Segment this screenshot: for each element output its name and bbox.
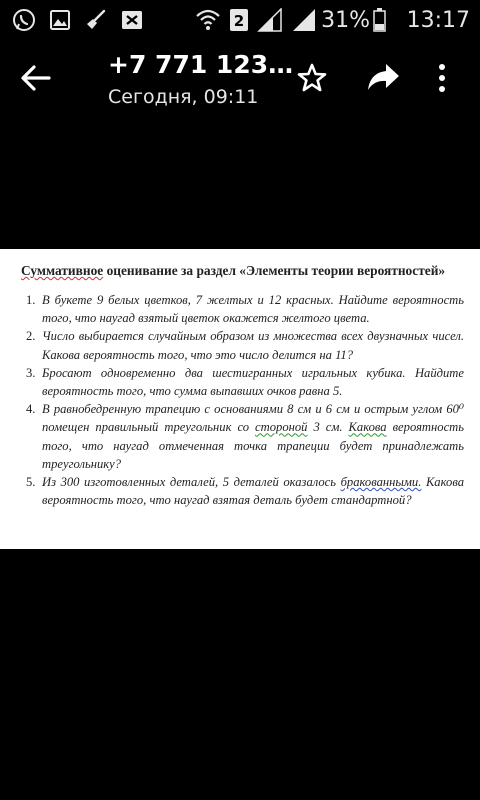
contact-name: +7 771 123… (108, 50, 294, 79)
item-text-part: бракованными. (340, 475, 422, 490)
clock: 13:17 (406, 8, 470, 33)
wifi-icon (195, 6, 221, 32)
signal-icon (291, 8, 317, 32)
message-timestamp: Сегодня, 09:11 (108, 86, 259, 108)
item-number: 2. (26, 329, 36, 344)
document-image[interactable] (0, 249, 480, 549)
more-options-icon[interactable] (436, 62, 448, 94)
notification-blocked-icon (120, 8, 144, 32)
back-arrow-icon[interactable] (18, 60, 54, 96)
list-item (26, 291, 464, 327)
item-text-part: Какова вероятность того, что наугад взятая деталь будет стандартной? (42, 475, 464, 508)
battery-icon (373, 8, 386, 32)
list-item (26, 364, 464, 400)
signal-icon (257, 8, 283, 32)
item-text: Число выбирается случайным образом из множества всех двузначных чисел. Какова вероятность того, что это число делится на 11? (42, 329, 464, 362)
item-text-part: вероятность того, что наугад отмеченная точка трапеции будет принадлежать треугольнику? (42, 420, 464, 471)
app-bar (0, 40, 480, 120)
item-text (42, 400, 464, 473)
status-bar (0, 0, 480, 40)
cleaner-icon (84, 8, 108, 32)
item-text-part: Из 300 изготовленных деталей, 5 деталей оказалось (42, 475, 341, 490)
task-list (26, 291, 464, 509)
list-item (26, 400, 464, 473)
item-number: 5. (26, 475, 36, 490)
item-text-part: стороной (255, 420, 308, 435)
document-title (21, 263, 445, 279)
item-text-part: Какова (348, 420, 387, 435)
sim-2-icon (229, 8, 249, 32)
star-icon[interactable] (296, 62, 328, 94)
item-number: 1. (26, 293, 36, 307)
title-rest: оценивание за раздел «Элементы теории вероятностей» (103, 263, 446, 278)
item-text: Бросают одновременно два шестигранных игральных кубика. Найдите вероятность того, что сумма выпавших очков равна 5. (42, 365, 464, 399)
svg-text:2: 2 (233, 12, 245, 30)
item-number: 4. (26, 402, 36, 417)
item-text: В букете 9 белых цветков, 7 желтых и 12 красных. Найдите вероятность того, что наугад взятый цветок окажется желтого цвета. (42, 293, 464, 326)
list-item (26, 473, 464, 509)
gallery-icon (48, 8, 72, 32)
whatsapp-icon (12, 8, 36, 32)
item-text-part: В равнобедренную трапецию с основаниями 8 см и 6 см и острым углом 60⁰ помещен правильный треугольник со (42, 402, 464, 435)
battery-percent: 31% (321, 8, 370, 33)
list-item (26, 327, 464, 363)
item-number: 3. (26, 365, 36, 380)
item-text (42, 473, 464, 509)
title-prefix: Суммативное (21, 263, 104, 278)
item-text-part: 3 см. (307, 420, 349, 435)
forward-icon[interactable] (366, 62, 400, 92)
